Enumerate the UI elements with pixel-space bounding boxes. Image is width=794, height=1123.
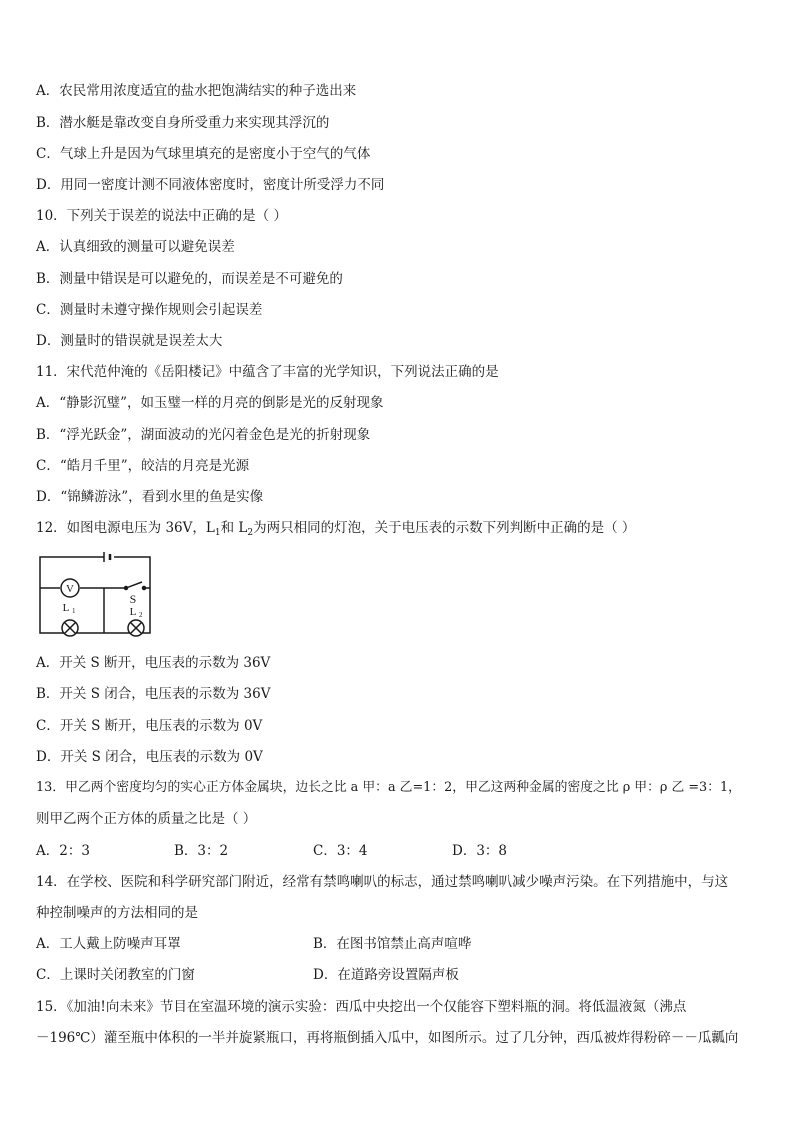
q14-option-a: A．工人戴上防噪声耳罩 [36, 936, 181, 952]
switch-pivot [125, 587, 128, 590]
switch-label: S [129, 592, 137, 606]
q10-option-d: D．测量时的错误就是误差太大 [36, 333, 223, 349]
q12-option-d: D．开关 S 闭合，电压表的示数为 0V [36, 749, 263, 765]
q10-option-c: C．测量时未遵守操作规则会引起误差 [36, 302, 263, 318]
q15-stem-line2: －196℃）灌至瓶中体积的一半并旋紧瓶口，再将瓶倒插入瓜中，如图所示。过了几分钟，西瓜被炸得粉碎－－瓜瓤向 [36, 1030, 739, 1046]
q12-stem-part-b: 和 L [220, 520, 248, 536]
q11-option-b: B．“浮光跃金”，湖面波动的光闪着金色是光的折射现象 [36, 427, 371, 443]
q10-stem: 10．下列关于误差的说法中正确的是（ ） [36, 208, 287, 224]
lamp-l1-sub: 1 [72, 607, 76, 615]
q12-option-b: B．开关 S 闭合，电压表的示数为 36V [36, 686, 271, 702]
switch-contact [143, 587, 146, 590]
q13-option-b: B．3：2 [174, 843, 229, 859]
q13-option-d: D．3：8 [452, 843, 508, 859]
q13-stem-line1: 13．甲乙两个密度均匀的实心正方体金属块，边长之比 a 甲：a 乙=1：2，甲乙这两种金属的密度之比 ρ 甲：ρ 乙 =3：1， [36, 780, 741, 795]
q12-stem-part-c: 为两只相同的灯泡，关于电压表的示数下列判断中正确的是（ ） [253, 520, 636, 536]
q11-option-a: A．“静影沉璧”，如玉璧一样的月亮的倒影是光的反射现象 [36, 395, 384, 411]
q9-option-b: B．潜水艇是靠改变自身所受重力来实现其浮沉的 [36, 115, 330, 131]
q14-stem-line2: 种控制噪声的方法相同的是 [36, 905, 198, 921]
q12-sub2: 2 [247, 528, 254, 538]
q12-option-c: C．开关 S 断开，电压表的示数为 0V [36, 718, 263, 734]
q15-stem-line1: 15．《加油!向未来》节目在室温环境的演示实验：西瓜中央挖出一个仅能容下塑料瓶的洞。将低温液氮（沸点 [36, 999, 687, 1015]
q11-stem: 11．宋代范仲淹的《岳阳楼记》中蕴含了丰富的光学知识，下列说法正确的是 [36, 364, 499, 380]
q11-option-d: D．“锦鳞游泳”，看到水里的鱼是实像 [36, 489, 264, 505]
lamp-l2-sub: 2 [139, 611, 143, 619]
circuit-diagram [36, 549, 156, 639]
q12-stem-part-a: 12．如图电源电压为 36V，L [36, 520, 215, 536]
q13-option-a: A．2：3 [36, 843, 90, 859]
q11-option-c: C．“皓月千里”，皎洁的月亮是光源 [36, 458, 250, 474]
q10-option-b: B．测量中错误是可以避免的，而误差是不可避免的 [36, 271, 343, 287]
lamp-l1-label: L [62, 602, 70, 614]
q13-option-c: C．3：4 [313, 843, 368, 859]
switch-blade [126, 582, 142, 588]
q14-option-d: D．在道路旁设置隔声板 [313, 967, 459, 983]
q9-option-c: C．气球上升是因为气球里填充的是密度小于空气的气体 [36, 146, 371, 162]
q14-stem-line1: 14．在学校、医院和科学研究部门附近，经常有禁鸣喇叭的标志，通过禁鸣喇叭减少噪声污染。在下列措施中，与这 [36, 874, 729, 890]
lamp-l2-label: L [129, 606, 137, 618]
q13-stem-line2: 则甲乙两个正方体的质量之比是（ ） [36, 811, 257, 827]
q12-sub1: 1 [214, 528, 221, 538]
q14-option-b: B．在图书馆禁止高声喧哗 [313, 936, 472, 952]
voltmeter-label: V [66, 583, 74, 595]
q12-option-a: A．开关 S 断开，电压表的示数为 36V [36, 655, 271, 671]
q12-stem [36, 519, 635, 542]
q14-option-c: C．上课时关闭教室的门窗 [36, 967, 195, 983]
q10-option-a: A．认真细致的测量可以避免误差 [36, 239, 235, 255]
q9-option-a: A．农民常用浓度适宜的盐水把饱满结实的种子选出来 [36, 83, 357, 99]
q9-option-d: D．用同一密度计测不同液体密度时，密度计所受浮力不同 [36, 177, 385, 193]
